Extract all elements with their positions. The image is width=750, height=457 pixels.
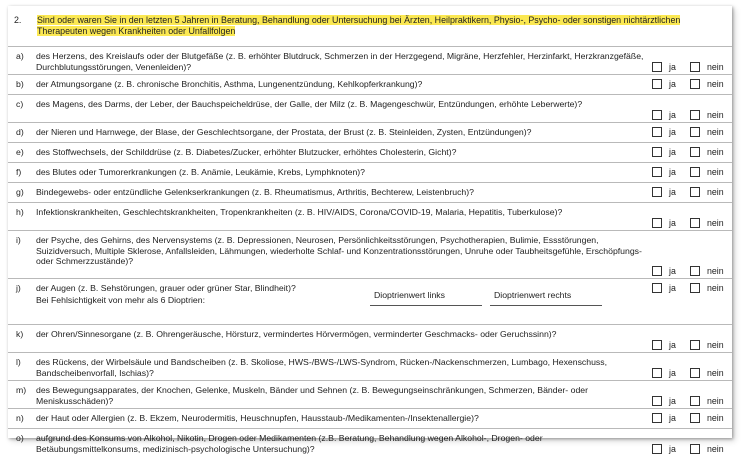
ja-checkbox[interactable] (652, 62, 662, 72)
item-label: k) (16, 329, 24, 339)
nein-checkbox[interactable] (690, 283, 700, 293)
ja-checkbox[interactable] (652, 147, 662, 157)
nein-option (690, 110, 724, 121)
nein-checkbox[interactable] (690, 218, 700, 228)
nein-label: nein (707, 266, 724, 276)
ja-checkbox[interactable] (652, 396, 662, 406)
item-label: j) (16, 283, 21, 293)
item-label: l) (16, 357, 21, 367)
item-row-n (8, 408, 732, 429)
item-label: m) (16, 385, 27, 395)
ja-option (652, 79, 676, 90)
nein-label: nein (707, 340, 724, 350)
nein-checkbox[interactable] (690, 266, 700, 276)
ja-option (652, 413, 676, 424)
nein-label: nein (707, 218, 724, 228)
ja-option (652, 283, 676, 294)
ja-checkbox[interactable] (652, 283, 662, 293)
ja-checkbox[interactable] (652, 266, 662, 276)
ja-option (652, 218, 676, 229)
ja-checkbox[interactable] (652, 79, 662, 89)
item-text: des Bewegungsapparates, der Knochen, Gelenke, Muskeln, Bänder und Sehnen (z. B. Bewegungseinschränkungen, Schmerzen, Bänder- oder Meniskusschäden)? (36, 385, 589, 406)
nein-checkbox[interactable] (690, 79, 700, 89)
ja-label: ja (669, 413, 676, 423)
ja-checkbox[interactable] (652, 444, 662, 454)
nein-label: nein (707, 396, 724, 406)
item-text: der Ohren/Sinnesorgane (z. B. Ohrengeräusche, Hörsturz, vermindertes Hörvermögen, verminderter Geschmacks- oder Geruchssinn)? (36, 329, 557, 339)
questionnaire-sheet (8, 6, 732, 454)
item-row-b (8, 74, 732, 95)
ja-option (652, 444, 676, 455)
nein-label: nein (707, 187, 724, 197)
ja-option (652, 62, 676, 73)
ja-label: ja (669, 396, 676, 406)
nein-option (690, 396, 724, 407)
item-row-f (8, 162, 732, 183)
nein-option (690, 266, 724, 277)
ja-checkbox[interactable] (652, 218, 662, 228)
ja-label: ja (669, 283, 676, 293)
ja-option (652, 147, 676, 158)
item-text: aufgrund des Konsums von Alkohol, Nikotin, Drogen oder Medikamenten (z.B. Beratung, Behandlung wegen Alkohol-, Drogen- oder Betäubungsmittelkonsums, medizinisch-psychologische Untersuchung)? (36, 433, 543, 454)
nein-checkbox[interactable] (690, 62, 700, 72)
item-label: n) (16, 413, 24, 423)
ja-checkbox[interactable] (652, 340, 662, 350)
item-text: des Rückens, der Wirbelsäule und Bandscheiben (z. B. Skoliose, HWS-/BWS-/LWS-Syndrom, Rücken-/Nackenschmerzen, Lumbago, Hexenschuss, Bandscheibenvorfall, Ischias)? (36, 357, 608, 378)
ja-option (652, 266, 676, 277)
nein-option (690, 218, 724, 229)
nein-option (690, 79, 724, 90)
nein-label: nein (707, 368, 724, 378)
ja-checkbox[interactable] (652, 413, 662, 423)
nein-option (690, 187, 724, 198)
ja-option (652, 187, 676, 198)
ja-checkbox[interactable] (652, 368, 662, 378)
nein-option (690, 167, 724, 178)
ja-label: ja (669, 444, 676, 454)
item-text: des Magens, des Darms, der Leber, der Bauchspeicheldrüse, der Galle, der Milz (z. B. Magengeschwür, Entzündungen, erhöhte Leberwerte)? (36, 99, 583, 109)
diopter-left-input[interactable] (370, 305, 482, 306)
item-row-c (8, 94, 732, 123)
ja-label: ja (669, 147, 676, 157)
nein-option (690, 413, 724, 424)
nein-option (690, 147, 724, 158)
nein-label: nein (707, 127, 724, 137)
nein-checkbox[interactable] (690, 396, 700, 406)
item-text: Infektionskrankheiten, Geschlechtskrankheiten, Tropenkrankheiten (z. B. HIV/AIDS, Corona/COVID-19, Malaria, Hepatitis, Tuberkulose)? (36, 207, 563, 217)
item-row-j (8, 278, 732, 325)
ja-option (652, 127, 676, 138)
item-row-m (8, 380, 732, 409)
nein-checkbox[interactable] (690, 413, 700, 423)
nein-label: nein (707, 283, 724, 293)
item-row-k (8, 324, 732, 353)
ja-checkbox[interactable] (652, 187, 662, 197)
nein-label: nein (707, 79, 724, 89)
nein-label: nein (707, 110, 724, 120)
nein-option (690, 62, 724, 73)
nein-checkbox[interactable] (690, 147, 700, 157)
nein-option (690, 283, 724, 294)
diopter-right-input[interactable] (490, 305, 602, 306)
nein-checkbox[interactable] (690, 444, 700, 454)
item-row-g (8, 182, 732, 203)
nein-option (690, 444, 724, 455)
nein-label: nein (707, 444, 724, 454)
ja-label: ja (669, 62, 676, 72)
item-row-a (8, 46, 732, 75)
nein-label: nein (707, 413, 724, 423)
ja-checkbox[interactable] (652, 167, 662, 177)
nein-option (690, 340, 724, 351)
item-text: des Stoffwechsels, der Schilddrüse (z. B. Diabetes/Zucker, erhöhter Blutzucker, erhöhtes Cholesterin, Gicht)? (36, 147, 457, 157)
item-label: f) (16, 167, 22, 177)
nein-checkbox[interactable] (690, 187, 700, 197)
question-text-highlighted: Sind oder waren Sie in den letzten 5 Jahren in Beratung, Behandlung oder Untersuchung bei Ärzten, Heilpraktikern, Physio-, Psycho- oder sonstigen nichtärztlichen Therapeuten wegen Krankheiten oder Unfallfolgen (37, 15, 681, 36)
question-text-container (37, 15, 717, 37)
ja-label: ja (669, 266, 676, 276)
item-row-d (8, 122, 732, 143)
diopter-right-label: Dioptrienwert rechts (494, 290, 572, 300)
item-text: Bindegewebs- oder entzündliche Gelenkserkrankungen (z. B. Rheumatismus, Arthritis, Bechterew, Leistenbruch)? (36, 187, 474, 197)
item-text: der Atmungsorgane (z. B. chronische Bronchitis, Asthma, Lungenentzündung, Kehlkopferkrankung)? (36, 79, 423, 89)
item-text: des Blutes oder Tumorerkrankungen (z. B. Anämie, Leukämie, Krebs, Lymphknoten)? (36, 167, 366, 177)
nein-label: nein (707, 62, 724, 72)
ja-option (652, 368, 676, 379)
nein-checkbox[interactable] (690, 127, 700, 137)
ja-option (652, 340, 676, 351)
ja-label: ja (669, 167, 676, 177)
item-text: der Haut oder Allergien (z. B. Ekzem, Neurodermitis, Heuschnupfen, Hausstaub-/Medikamenten-/Insektenallergie)? (36, 413, 479, 423)
ja-label: ja (669, 218, 676, 228)
ja-label: ja (669, 187, 676, 197)
item-text: der Nieren und Harnwege, der Blase, der Geschlechtsorgane, der Prostata, der Brust (z. B. Steinleiden, Zysten, Entzündungen)? (36, 127, 532, 137)
item-row-h (8, 202, 732, 231)
item-row-l (8, 352, 732, 381)
item-label: c) (16, 99, 24, 109)
item-row-o (8, 428, 732, 457)
ja-option (652, 396, 676, 407)
nein-option (690, 127, 724, 138)
ja-label: ja (669, 340, 676, 350)
item-label: a) (16, 51, 24, 61)
nein-checkbox[interactable] (690, 167, 700, 177)
item-label: d) (16, 127, 24, 137)
ja-label: ja (669, 79, 676, 89)
nein-option (690, 368, 724, 379)
ja-checkbox[interactable] (652, 110, 662, 120)
diopter-instruction: Bei Fehlsichtigkeit von mehr als 6 Dioptrien: (36, 295, 205, 305)
item-label: h) (16, 207, 24, 217)
nein-checkbox[interactable] (690, 340, 700, 350)
ja-label: ja (669, 127, 676, 137)
nein-label: nein (707, 147, 724, 157)
nein-checkbox[interactable] (690, 110, 700, 120)
ja-label: ja (669, 368, 676, 378)
item-text: des Herzens, des Kreislaufs oder der Blutgefäße (z. B. erhöhter Blutdruck, Schmerzen in der Herzgegend, Migräne, Herzfehler, Herzinfarkt, Herzkranzgefäße, Durchblutungsstörungen, Venenleiden)? (36, 51, 644, 72)
item-row-e (8, 142, 732, 163)
ja-option (652, 110, 676, 121)
item-label: e) (16, 147, 24, 157)
nein-checkbox[interactable] (690, 368, 700, 378)
item-row-i (8, 230, 732, 279)
ja-checkbox[interactable] (652, 127, 662, 137)
question-number: 2. (14, 15, 22, 25)
item-label: g) (16, 187, 24, 197)
ja-label: ja (669, 110, 676, 120)
diopter-left-label: Dioptrienwert links (374, 290, 445, 300)
nein-label: nein (707, 167, 724, 177)
item-label: i) (16, 235, 21, 245)
ja-option (652, 167, 676, 178)
item-label: b) (16, 79, 24, 89)
item-text: der Psyche, des Gehirns, des Nervensystems (z. B. Depressionen, Neurosen, Persönlichkeitsstörungen, Psychotherapien, Bulimie, Essstörungen, Suizidversuch, Multiple Sklerose, Anfallsleiden, Lähmungen, wiederholte Schlaf- und Konzentrationsstörungen, Unruhe oder Taubheitsgefühle, Erschöpfungs- oder Schmerzzustände)? (36, 235, 642, 267)
item-label: o) (16, 433, 24, 443)
item-text: der Augen (z. B. Sehstörungen, grauer oder grüner Star, Blindheit)? (36, 283, 296, 293)
